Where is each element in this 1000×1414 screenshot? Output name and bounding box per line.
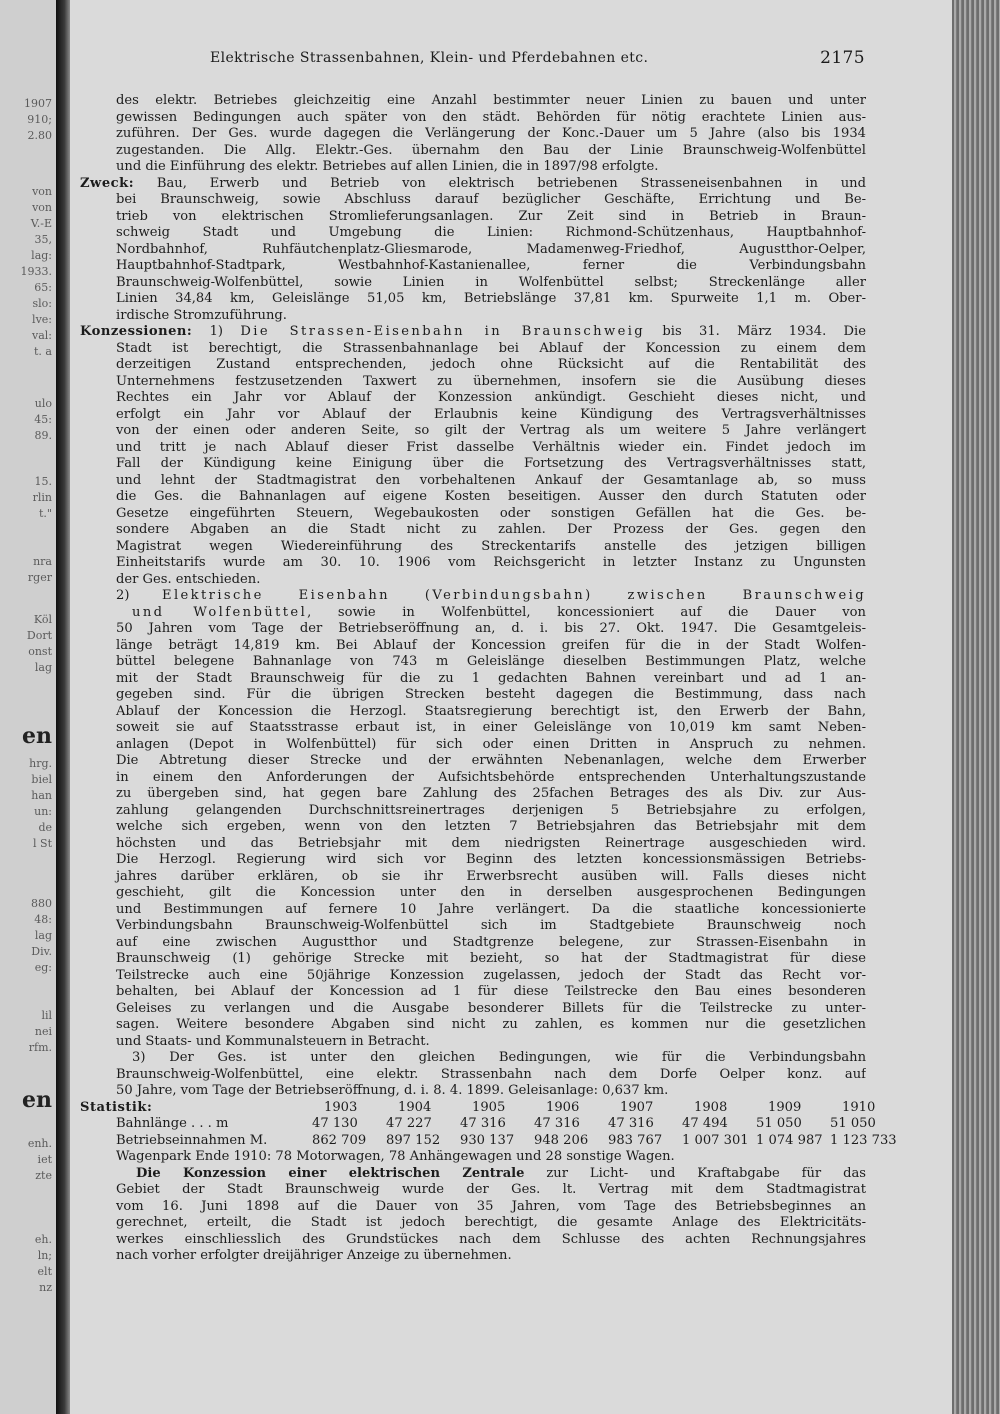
facing-page-fragment: 1907 xyxy=(24,97,52,110)
text-line: Die Abtretung dieser Strecke und der erwähnten Nebenanlagen, welche dem Erwerber xyxy=(116,753,866,768)
zweck-text: Bau, Erwerb und Betrieb von elektrisch betriebenen Strasseneisenbahnen in und xyxy=(134,175,866,191)
text-line: geschieht, gilt die Koncession unter den in derselben ausgesprochenen Bedingungen xyxy=(116,885,866,900)
text-line: von der einen oder anderen Seite, so gilt der Vertrag als um weitere 5 Jahre verlängert xyxy=(116,423,866,438)
text-line: jahres darüber erklären, ob sie ihr Erwerbsrecht ausüben will. Falls dieses nicht xyxy=(116,868,866,884)
facing-page-fragment: lve: xyxy=(32,313,52,326)
year-header: 1907 xyxy=(620,1099,654,1115)
text-line: Magistrat wegen Wiedereinführung des Streckentarifs anstelle des jetzigen billigen xyxy=(116,538,866,554)
running-title: Elektrische Strassenbahnen, Klein- und Pferdebahnen etc. xyxy=(210,50,649,66)
statistik-cell: 930 137 xyxy=(460,1132,515,1148)
text-line: gegeben sind. Für die übrigen Strecken besteht dagegen die Bestimmung, dass nach xyxy=(116,687,866,702)
facing-page-fragment: 35, xyxy=(34,233,52,246)
text-line xyxy=(80,176,866,193)
text-line: Gebiet der Stadt Braunschweig wurde der Ges. lt. Vertrag mit dem Stadtmagistrat xyxy=(116,1182,866,1197)
text-line: und tritt je nach Ablauf dieser Frist dasselbe Verhältnis wieder ein. Findet jedoch im xyxy=(116,439,866,455)
facing-page-fragment: l St xyxy=(33,837,52,850)
facing-page-fragment: 48: xyxy=(34,913,52,926)
facing-page-fragment: von xyxy=(32,201,52,214)
konz1-number: 1) xyxy=(192,324,241,339)
year-header: 1909 xyxy=(768,1099,802,1115)
statistik-cell: 47 316 xyxy=(534,1116,580,1131)
text-line: und lehnt der Stadtmagistrat den vorbehaltenen Ankauf der Gesamtanlage ab, so muss xyxy=(116,472,866,488)
konzessionen-label: Konzessionen: xyxy=(80,324,193,339)
statistik-cell: 51 050 xyxy=(756,1116,802,1131)
year-header: 1908 xyxy=(694,1099,728,1115)
facing-page-fragment: rlin xyxy=(32,491,52,504)
text-line: auf eine zwischen Augustthor und Stadtgrenze belegene, zur Strassen-Eisenbahn in xyxy=(116,934,866,950)
wagenpark-line: Wagenpark Ende 1910: 78 Motorwagen, 78 Anhängewagen und 28 sonstige Wagen. xyxy=(116,1149,675,1164)
statistik-cell: 47 227 xyxy=(386,1116,432,1131)
zweck-section xyxy=(80,176,866,325)
facing-page-fragment: en xyxy=(22,723,52,749)
text-line: schweig Stadt und Umgebung die Linien: Richmond-Schützenhaus, Hauptbahnhof- xyxy=(116,225,866,240)
text-line: der Ges. entschieden. xyxy=(116,571,261,587)
statistik-cell: 862 709 xyxy=(312,1132,367,1148)
text-line: 50 Jahre, vom Tage der Betriebseröffnung, d. i. 8. 4. 1899. Geleisanlage: 0,637 km. xyxy=(116,1083,669,1098)
statistik-cell: 1 007 301 xyxy=(682,1132,749,1148)
text-line: Geleises zu verlangen und die Ausgabe besonderer Billets für die Teilstrecke zu unter- xyxy=(116,1000,866,1016)
text-line: nach vorher erfolgter dreijähriger Anzeige zu übernehmen. xyxy=(116,1248,512,1263)
book-gutter xyxy=(56,0,70,1414)
text-line: Braunschweig-Wolfenbüttel, eine elektr. Strassenbahn nach dem Dorfe Oelper konz. auf xyxy=(116,1066,866,1082)
statistik-cell: 948 206 xyxy=(534,1132,589,1148)
facing-page-fragment: hrg. xyxy=(29,757,52,770)
facing-page-fragment: 2.80 xyxy=(27,129,52,142)
facing-page-fragment: 910; xyxy=(27,113,52,126)
running-header xyxy=(135,48,865,70)
statistik-row xyxy=(80,1116,876,1133)
konz1-text: bis 31. März 1934. Die xyxy=(645,324,866,339)
facing-page-fragment: han xyxy=(31,789,52,802)
konz2-title: Elektrische Eisenbahn (Verbindungsbahn) zwischen Braunschweig xyxy=(161,588,866,603)
row-label: Betriebseinnahmen M. xyxy=(116,1132,268,1148)
facing-page-fragment: lag: xyxy=(31,249,52,262)
text-line: Fall der Kündigung keine Einigung über die Fortsetzung des Vertragsverhältnisses statt, xyxy=(116,456,866,471)
text-line: Einheitstarifs wurde am 30. 10. 1906 vom Reichsgericht in letzter Instanz zu Ungunsten xyxy=(116,555,866,570)
text-line: Braunschweig (1) gehörige Strecke mit bezieht, so hat der Stadtmagistrat für diese xyxy=(116,951,866,966)
text-line: soweit sie auf Staatsstrasse erbaut ist, in einer Geleislänge von 10,019 km samt Neben- xyxy=(116,720,866,735)
facing-page-fragment: 65: xyxy=(34,281,52,294)
text-line: und Staats- und Kommunalsteuern in Betracht. xyxy=(116,1033,430,1049)
text-line: Unternehmens festzusetzenden Taxwert zu übernehmen, insofern sie die Ausübung dieses xyxy=(116,373,866,389)
zentrale-section xyxy=(80,1166,866,1265)
statistik-label: Statistik: xyxy=(80,1099,153,1115)
row-label: Bahnlänge . . . m xyxy=(116,1116,229,1131)
facing-page-fragment: en xyxy=(22,1087,52,1113)
zentrale-title: Die Konzession einer elektrischen Zentrale xyxy=(136,1165,525,1181)
statistik-cell: 1 123 733 xyxy=(830,1132,897,1148)
text-line: anlagen (Depot in Wolfenbüttel) für sich oder einen Dritten in Anspruch zu nehmen. xyxy=(116,736,866,752)
statistik-cell: 47 130 xyxy=(312,1116,358,1131)
facing-page-fragment: iet xyxy=(37,1153,52,1166)
facing-page-fragment: eg: xyxy=(34,961,52,974)
statistik-cell: 983 767 xyxy=(608,1132,663,1148)
facing-page-fragment: slo: xyxy=(32,297,52,310)
text-line: 50 Jahren vom Tage der Betriebseröffnung an, d. i. bis 27. Okt. 1947. Die Gesamtgeleis- xyxy=(116,621,866,636)
text-line: Nordbahnhof, Ruhfäutchenplatz-Gliesmarode, Madamenweg-Friedhof, Augustthor-Oelper, xyxy=(116,241,866,257)
page-number: 2175 xyxy=(820,48,865,68)
previous-page-edge xyxy=(0,0,56,1414)
konz2-title-cont: und Wolfenbüttel xyxy=(132,604,308,620)
facing-page-fragment: t." xyxy=(39,507,52,520)
intro-paragraph xyxy=(80,93,866,176)
text-line: Rechtes ein Jahr vor Ablauf der Konzession ankündigt. Geschieht dieses nicht, und xyxy=(116,390,866,405)
facing-page-fragment: rger xyxy=(27,571,52,584)
statistik-cell: 47 316 xyxy=(460,1116,506,1131)
text-line: erfolgt ein Jahr vor Ablauf der Erlaubnis keine Kündigung des Vertragsverhältnisses xyxy=(116,406,866,422)
facing-page-fragment: nz xyxy=(39,1281,52,1294)
facing-page-fragment: rfm. xyxy=(28,1041,52,1054)
konz2-text: , sowie in Wolfenbüttel, koncessioniert auf die Dauer von xyxy=(307,604,866,620)
text-line: zuführen. Der Ges. wurde dagegen die Verlängerung der Konc.-Dauer um 5 Jahre (also bis 1934 xyxy=(116,126,866,141)
facing-page-fragment: Köl xyxy=(33,613,52,626)
text-line: irdische Stromzuführung. xyxy=(116,307,287,323)
facing-page-fragment: de xyxy=(38,821,52,834)
text-line: und die Einführung des elektr. Betriebes auf allen Linien, die in 1897/98 erfolgte. xyxy=(116,159,659,174)
text-line: höchsten und das Betriebsjahr mit dem niedrigsten Reinertrage ausgeschieden wird. xyxy=(116,835,866,851)
text-line: behalten, bei Ablauf der Koncession ad 1 für diese Teilstrecke den Bau eines besonderen xyxy=(116,984,866,999)
facing-page-fragment: V.-E xyxy=(30,217,52,230)
text-line: länge beträgt 14,819 km. Bei Ablauf der Koncession greifen für die in der Stadt Wolfen- xyxy=(116,637,866,653)
text-line: zu übergeben sind, hat gegen bare Zahlung des 25fachen Betrages des als Div. zur Aus- xyxy=(116,786,866,801)
statistik-cell: 1 074 987 xyxy=(756,1132,823,1148)
facing-page-fragment: nei xyxy=(34,1025,52,1038)
year-header: 1904 xyxy=(398,1099,432,1115)
statistik-cell: 47 494 xyxy=(682,1116,728,1131)
konz2-number: 2) xyxy=(116,588,162,603)
facing-page-fragment: enh. xyxy=(27,1137,52,1150)
text-line: Teilstrecke auch eine 50jährige Konzession zugelassen, jedoch der Stadt das Recht vor- xyxy=(116,967,866,983)
facing-page-fragment: 15. xyxy=(34,475,52,488)
konzessionen-section xyxy=(80,324,866,1100)
facing-page-fragment: 89. xyxy=(34,429,52,442)
statistik-section xyxy=(80,1099,897,1166)
facing-page-fragment: un: xyxy=(34,805,52,818)
text-line: welche sich ergeben, wenn von den letzten 7 Betriebsjahren das Betriebsjahr mit dem xyxy=(116,819,866,834)
year-header: 1905 xyxy=(472,1099,506,1115)
facing-page-fragment: Dort xyxy=(26,629,52,642)
text-line: die Ges. die Bahnanlagen auf eigene Kosten beseitigen. Ausser den durch Statuten oder xyxy=(116,489,866,504)
text-line: sondere Abgaben an die Stadt nicht zu zahlen. Der Prozess der Ges. gegen den xyxy=(116,522,866,537)
statistik-cell: 897 152 xyxy=(386,1132,441,1148)
text-line: Linien 34,84 km, Geleislänge 51,05 km, Betriebslänge 37,81 km. Spurweite 1,1 m. Ober- xyxy=(116,291,866,306)
facing-page-fragment: eh. xyxy=(34,1233,52,1246)
zentrale-text: zur Licht- und Kraftabgabe für das xyxy=(524,1165,866,1181)
facing-page-fragment: elt xyxy=(37,1265,52,1278)
zweck-label: Zweck: xyxy=(80,175,135,191)
facing-page-fragment: 1933. xyxy=(20,265,52,278)
text-line xyxy=(80,605,866,622)
text-line: in einem den Anforderungen der Aufsichtsbehörde entsprechenden Unterhaltungszustande xyxy=(116,769,866,785)
text-line: werkes einschliesslich des Grundstückes nach dem Schlusse des achten Rechnungsjahres xyxy=(116,1231,866,1247)
text-line: zugestanden. Die Allg. Elektr.-Ges. übernahm den Bau der Linie Braunschweig-Wolfenbüttel xyxy=(116,142,866,158)
text-line: Verbindungsbahn Braunschweig-Wolfenbüttel sich im Stadtgebiete Braunschweig noch xyxy=(116,918,866,933)
text-line: mit der Stadt Braunschweig für die zu 1 gedachten Bahnen vereinbart und ad 1 an- xyxy=(116,670,866,686)
facing-page-fragment: nra xyxy=(33,555,52,568)
facing-page-fragment: ln; xyxy=(37,1249,52,1262)
facing-page-fragment: Div. xyxy=(31,945,52,958)
facing-page-fragment: von xyxy=(32,185,52,198)
text-line xyxy=(80,588,866,605)
text-line: büttel belegene Bahnanlage von 743 m Geleislänge dieselben Bestimmungen Platz, welche xyxy=(116,654,866,669)
text-line: sagen. Weitere besondere Abgaben sind nicht zu zahlen, es kommen nur die gesetzlichen xyxy=(116,1017,866,1032)
page-stack-edge xyxy=(952,0,1000,1414)
text-line: vom 16. Juni 1898 auf die Dauer von 35 Jahren, vom Tage des Betriebsbeginnes an xyxy=(116,1198,866,1214)
facing-page-fragment: lag xyxy=(34,661,52,674)
text-line: Gesetze eingeführten Steuern, Wegebaukosten oder sonstigen Gefällen hat die Ges. be- xyxy=(116,505,866,521)
facing-page-fragment: 880 xyxy=(31,897,52,910)
statistik-cell: 47 316 xyxy=(608,1116,654,1131)
text-line: und Bestimmungen auf fernere 10 Jahre verlängert. Da die staatliche koncessionierte xyxy=(116,901,866,917)
statistik-cell: 51 050 xyxy=(830,1116,876,1131)
facing-page-fragment: lag xyxy=(34,929,52,942)
text-line: Stadt ist berechtigt, die Strassenbahnanlage bei Ablauf der Koncession zu einem dem xyxy=(116,340,866,356)
facing-page-fragment: zte xyxy=(35,1169,52,1182)
facing-page-fragment: val: xyxy=(32,329,52,342)
text-line: Ablauf der Koncession die Herzogl. Staatsregierung berechtigt ist, den Erwerb der Bahn, xyxy=(116,703,866,719)
text-line: Die Herzogl. Regierung wird sich vor Beginn des letzten koncessionsmässigen Betriebs- xyxy=(116,852,866,867)
facing-page-fragment: biel xyxy=(31,773,52,786)
facing-page-fragment: t. a xyxy=(34,345,52,358)
text-line: des elektr. Betriebes gleichzeitig eine Anzahl bestimmter neuer Linien zu bauen und unter xyxy=(116,93,866,108)
facing-page-fragment: lil xyxy=(41,1009,52,1022)
text-line: bei Braunschweig, sowie Abschluss darauf bezüglicher Geschäfte, Errichtung und Be- xyxy=(116,192,866,207)
text-line: gewissen Bedingungen auch später von den städt. Behörden für nötig erachtete Linien aus- xyxy=(116,109,866,125)
text-line: trieb von elektrischen Stromlieferungsanlagen. Zur Zeit sind in Betrieb in Braun- xyxy=(116,208,866,224)
facing-page-fragment: onst xyxy=(28,645,52,658)
facing-page-fragment: 45: xyxy=(34,413,52,426)
text-line: 3) Der Ges. ist unter den gleichen Bedingungen, wie für die Verbindungsbahn xyxy=(132,1050,866,1065)
text-line: Braunschweig-Wolfenbüttel, sowie Linien in Wolfenbüttel selbst; Streckenlänge aller xyxy=(116,274,866,290)
statistik-header-row xyxy=(80,1099,876,1117)
year-header: 1906 xyxy=(546,1099,580,1115)
text-line: Hauptbahnhof-Stadtpark, Westbahnhof-Kastanienallee, ferner die Verbindungsbahn xyxy=(116,258,866,273)
year-header: 1903 xyxy=(324,1099,358,1115)
year-header: 1910 xyxy=(842,1099,876,1115)
konz1-title: Die Strassen-Eisenbahn in Braunschweig xyxy=(240,324,646,339)
text-line xyxy=(80,1166,866,1183)
facing-page-fragment: ulo xyxy=(34,397,52,410)
text-line: derzeitigen Zustand entsprechenden, jedoch ohne Rücksicht auf die Rentabilität des xyxy=(116,357,866,372)
text-line: gerechnet, erteilt, die Stadt ist jedoch berechtigt, die gesamte Anlage des Elektricitäts- xyxy=(116,1215,866,1230)
text-line: zahlung gelangenden Durchschnittsreinertrages derjenigen 5 Betriebsjahre zu erfolgen, xyxy=(116,802,866,818)
statistik-row xyxy=(80,1132,897,1150)
text-line xyxy=(80,324,866,341)
article-body xyxy=(80,93,897,1265)
